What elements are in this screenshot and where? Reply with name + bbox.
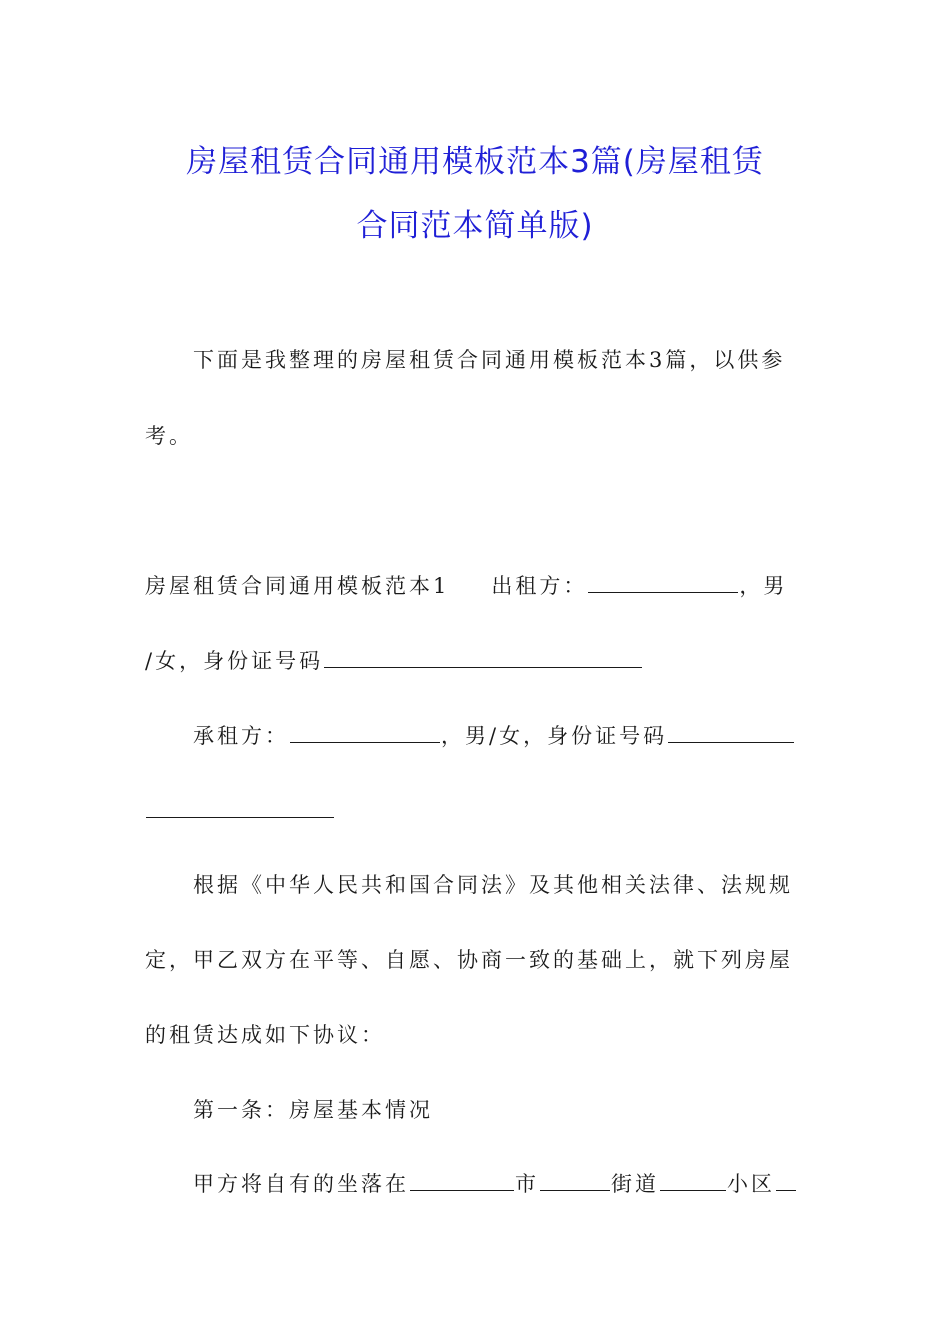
contract1-lessee-id-cont — [145, 795, 810, 826]
article1-text-line — [193, 1168, 810, 1199]
intro-line-1: 下面是我整理的房屋租赁合同通用模板范本3篇，以供参 — [193, 348, 786, 372]
lessor-id-label: /女，身份证号码 — [145, 649, 324, 673]
community-blank — [660, 1168, 726, 1191]
document-title-line-2: 合同范本简单版) — [356, 208, 594, 244]
article1-text-b: 市 — [515, 1172, 539, 1196]
lessor-gender: ，男 — [739, 574, 788, 598]
article1-text-d: 小区 — [727, 1172, 775, 1196]
lessor-label: 出租方： — [491, 574, 588, 598]
article1-text-a: 甲方将自有的坐落在 — [193, 1172, 409, 1196]
lessee-mid: ，男/女，身份证号码 — [441, 724, 668, 748]
city-blank — [410, 1168, 514, 1191]
basis-line-1: 根据《中华人民共和国合同法》及其他相关法律、法规规 — [193, 873, 793, 897]
street-blank — [540, 1168, 610, 1191]
contract1-heading: 房屋租赁合同通用模板范本1 — [145, 574, 450, 598]
basis-line-2: 定，甲乙双方在平等、自愿、协商一致的基础上，就下列房屋 — [145, 948, 793, 972]
lessee-id-blank-cont — [146, 795, 334, 818]
article1-title: 第一条：房屋基本情况 — [193, 1098, 433, 1122]
trailing-blank — [776, 1168, 796, 1191]
lessee-name-blank — [290, 720, 440, 743]
lessor-name-blank — [588, 570, 738, 593]
lessee-id-blank — [668, 720, 794, 743]
intro-line-2: 考。 — [145, 424, 193, 448]
contract1-lessor-line — [145, 570, 810, 601]
lessee-label: 承租方： — [193, 724, 289, 748]
contract1-lessor-id-line — [145, 645, 810, 676]
lessor-id-blank — [324, 645, 642, 668]
document-title-line-1: 房屋租赁合同通用模板范本3篇(房屋租赁 — [186, 144, 764, 180]
contract1-lessee-line — [193, 720, 810, 751]
article1-text-c: 街道 — [611, 1172, 659, 1196]
basis-line-3: 的租赁达成如下协议： — [145, 1023, 385, 1047]
